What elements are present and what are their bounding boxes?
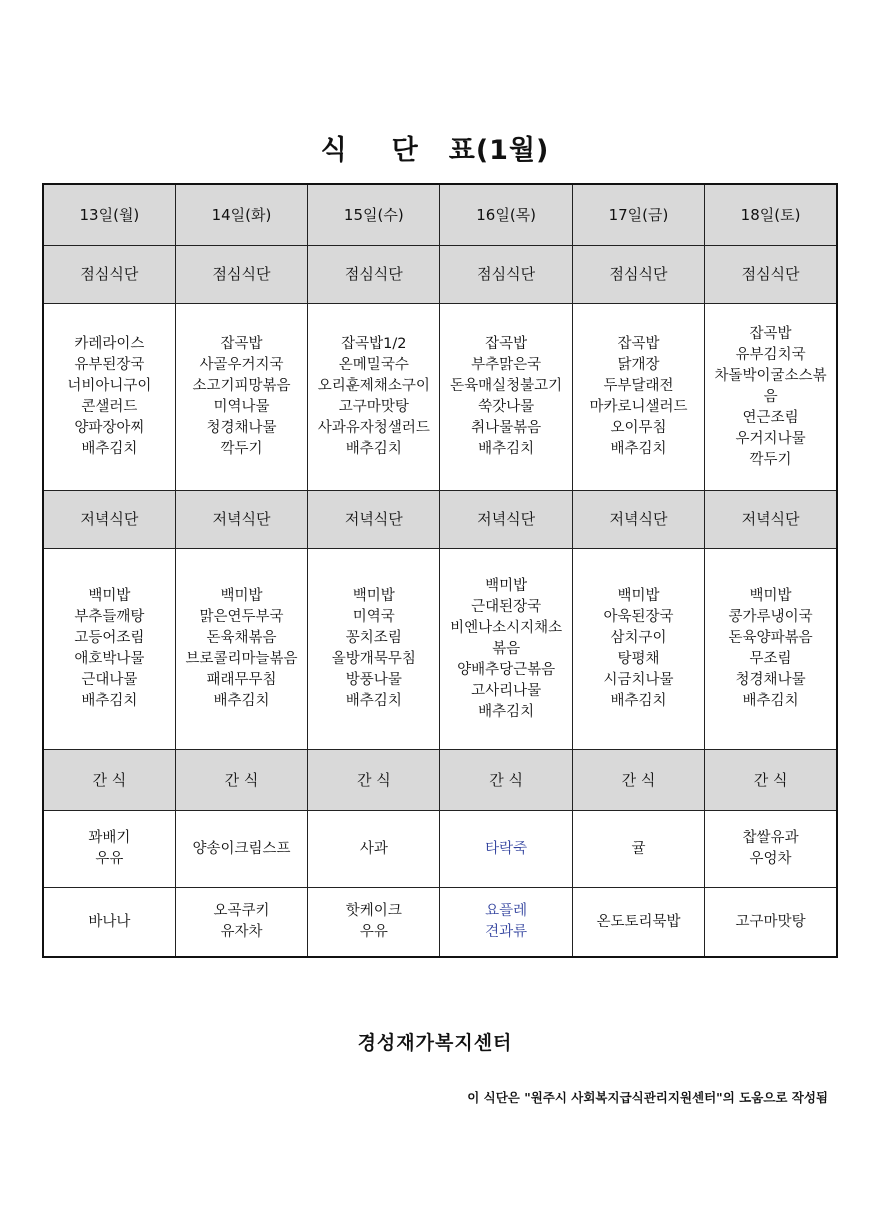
lunch-label: 점심식단 (43, 246, 175, 304)
snack-cell (175, 888, 307, 958)
day-header: 18일(토) (705, 184, 837, 246)
snack1-row (43, 811, 837, 888)
menu-item: 소고기피망볶음 (192, 378, 291, 394)
menu-item: 고등어조림 (74, 630, 145, 646)
snack-cell (308, 888, 440, 958)
menu-item: 미역국 (352, 609, 395, 625)
lunch-label: 점심식단 (308, 246, 440, 304)
page-title (0, 128, 870, 167)
day-header: 14일(화) (175, 184, 307, 246)
snack-label-row (43, 750, 837, 811)
menu-item: 마카로니샐러드 (589, 399, 688, 415)
snack-label: 간 식 (43, 750, 175, 811)
snack-item: 유자차 (220, 924, 263, 940)
snack-cell (308, 811, 440, 888)
snack-label: 간 식 (440, 750, 572, 811)
day-header: 13일(월) (43, 184, 175, 246)
lunch-cell (440, 304, 572, 491)
menu-item: 차돌박이굴소스볶음 (714, 367, 827, 405)
snack-item: 타락죽 (485, 840, 528, 857)
menu-item: 배추김치 (81, 441, 138, 457)
menu-item: 사골우거지국 (199, 357, 284, 373)
lunch-cell (175, 304, 307, 491)
menu-item: 방풍나물 (345, 672, 402, 688)
dinner-label: 저녁식단 (43, 491, 175, 549)
menu-item: 청경채나물 (735, 672, 806, 688)
day-row (43, 184, 837, 246)
lunch-label: 점심식단 (175, 246, 307, 304)
menu-item: 양파장아찌 (74, 420, 145, 436)
menu-item: 양배추당근볶음 (457, 661, 556, 678)
center-name: 경성재가복지센터 (357, 1032, 513, 1054)
lunch-cell (705, 304, 837, 491)
menu-item: 돈육양파볶음 (728, 630, 813, 646)
dinner-row (43, 549, 837, 750)
menu-item: 배추김치 (478, 703, 535, 720)
snack-item: 우유 (359, 924, 388, 940)
menu-item: 백미밥 (749, 588, 792, 604)
dinner-cell (705, 549, 837, 750)
menu-item: 유부된장국 (74, 357, 145, 373)
snack-cell (175, 811, 307, 888)
menu-item: 잡곡밥 (220, 336, 263, 352)
menu-item: 배추김치 (742, 693, 799, 709)
menu-item: 아욱된장국 (603, 609, 674, 625)
menu-item: 맑은연두부국 (199, 609, 284, 625)
snack-item: 견과류 (485, 924, 528, 940)
snack-cell (440, 811, 572, 888)
snack-cell (440, 888, 572, 958)
dinner-cell (572, 549, 704, 750)
snack-item: 고구마맛탕 (735, 913, 806, 930)
menu-item: 브로콜리마늘볶음 (185, 651, 298, 667)
lunch-label-row (43, 246, 837, 304)
snack-item: 요플레 (485, 903, 528, 919)
dinner-cell (43, 549, 175, 750)
menu-item: 쑥갓나물 (478, 399, 535, 415)
snack-item: 우엉차 (749, 851, 792, 867)
lunch-cell (43, 304, 175, 491)
title-part1: 식 (320, 135, 348, 166)
menu-item: 백미밥 (352, 588, 395, 604)
menu-item: 꽁치조림 (345, 630, 402, 646)
menu-item: 유부김치국 (735, 346, 806, 363)
footer-note: 이 식단은 "원주시 사회복지급식관리지원센터"의 도움으로 작성됨 (467, 1090, 828, 1105)
snack-item: 꽈배기 (88, 830, 131, 846)
snack-item: 바나나 (88, 913, 131, 930)
snack-cell (43, 811, 175, 888)
snack-label: 간 식 (175, 750, 307, 811)
menu-item: 미역나물 (213, 399, 270, 415)
snack2-row (43, 888, 837, 958)
title-part2: 단 (391, 135, 419, 166)
menu-item: 우거지나물 (735, 430, 806, 447)
menu-item: 백미밥 (485, 577, 528, 594)
menu-item: 콩가루냉이국 (728, 609, 813, 625)
menu-item: 애호박나물 (74, 651, 145, 667)
dinner-label: 저녁식단 (440, 491, 572, 549)
snack-label: 간 식 (572, 750, 704, 811)
snack-item: 귤 (631, 840, 646, 857)
menu-table (42, 183, 838, 958)
menu-item: 부추들깨탕 (74, 609, 145, 625)
menu-item: 배추김치 (345, 441, 402, 457)
dinner-cell (308, 549, 440, 750)
menu-item: 청경채나물 (206, 420, 277, 436)
menu-item: 돈육매실청불고기 (450, 378, 563, 394)
menu-item: 연근조림 (742, 409, 799, 426)
dinner-label: 저녁식단 (308, 491, 440, 549)
menu-item: 고사리나물 (471, 682, 542, 699)
menu-item: 온메밀국수 (338, 357, 409, 373)
dinner-cell (175, 549, 307, 750)
menu-item: 콘샐러드 (81, 399, 138, 415)
menu-item: 백미밥 (220, 588, 263, 604)
menu-item: 시금치나물 (603, 672, 674, 688)
menu-item: 배추김치 (478, 441, 535, 457)
menu-item: 취나물볶음 (471, 420, 542, 436)
snack-item: 사과 (359, 840, 388, 857)
snack-label: 간 식 (705, 750, 837, 811)
menu-item: 패래무무침 (206, 672, 277, 688)
menu-item: 사과유자청샐러드 (317, 420, 430, 436)
menu-item: 잡곡밥 (485, 336, 528, 352)
lunch-cell (308, 304, 440, 491)
lunch-label: 점심식단 (572, 246, 704, 304)
menu-item: 잡곡밥 (617, 336, 660, 352)
dinner-label: 저녁식단 (572, 491, 704, 549)
menu-item: 삼치구이 (610, 630, 667, 646)
snack-cell (43, 888, 175, 958)
menu-item: 배추김치 (213, 693, 270, 709)
menu-item: 근대된장국 (471, 598, 542, 615)
menu-item: 오이무침 (610, 420, 667, 436)
snack-item: 온도토리묵밥 (596, 913, 681, 930)
menu-item: 부추맑은국 (471, 357, 542, 373)
snack-item: 찹쌀유과 (742, 830, 799, 846)
menu-item: 무조림 (749, 651, 792, 667)
dinner-label-row (43, 491, 837, 549)
snack-item: 오곡쿠키 (213, 903, 270, 919)
dinner-label: 저녁식단 (705, 491, 837, 549)
snack-cell (705, 888, 837, 958)
day-header: 15일(수) (308, 184, 440, 246)
snack-item: 핫케이크 (345, 903, 402, 919)
menu-item: 너비아니구이 (67, 378, 152, 394)
menu-item: 깍두기 (220, 441, 263, 457)
lunch-cell (572, 304, 704, 491)
lunch-row (43, 304, 837, 491)
menu-item: 오리훈제채소구이 (317, 378, 430, 394)
menu-item: 근대나물 (81, 672, 138, 688)
menu-item: 잡곡밥 (749, 325, 792, 342)
snack-item: 우유 (95, 851, 124, 867)
day-header: 17일(금) (572, 184, 704, 246)
menu-item: 탕평채 (617, 651, 660, 667)
menu-item: 닭개장 (617, 357, 660, 373)
menu-item: 카레라이스 (74, 336, 145, 352)
menu-item: 배추김치 (610, 441, 667, 457)
menu-item: 백미밥 (617, 588, 660, 604)
menu-item: 배추김치 (345, 693, 402, 709)
snack-cell (705, 811, 837, 888)
menu-item: 배추김치 (610, 693, 667, 709)
menu-item: 고구마맛탕 (338, 399, 409, 415)
menu-item: 백미밥 (88, 588, 131, 604)
title-part3: 표(1월) (448, 135, 550, 166)
day-header: 16일(목) (440, 184, 572, 246)
menu-item: 잡곡밥1/2 (341, 336, 407, 352)
snack-label: 간 식 (308, 750, 440, 811)
menu-item: 올방개묵무침 (331, 651, 416, 667)
snack-cell (572, 811, 704, 888)
dinner-label: 저녁식단 (175, 491, 307, 549)
menu-item: 깍두기 (749, 451, 792, 468)
snack-item: 양송이크림스프 (192, 840, 291, 857)
menu-item: 돈육채볶음 (206, 630, 277, 646)
dinner-cell (440, 549, 572, 750)
menu-item: 비엔나소시지채소볶음 (450, 619, 563, 657)
snack-cell (572, 888, 704, 958)
menu-item: 배추김치 (81, 693, 138, 709)
lunch-label: 점심식단 (705, 246, 837, 304)
lunch-label: 점심식단 (440, 246, 572, 304)
menu-item: 두부달래전 (603, 378, 674, 394)
